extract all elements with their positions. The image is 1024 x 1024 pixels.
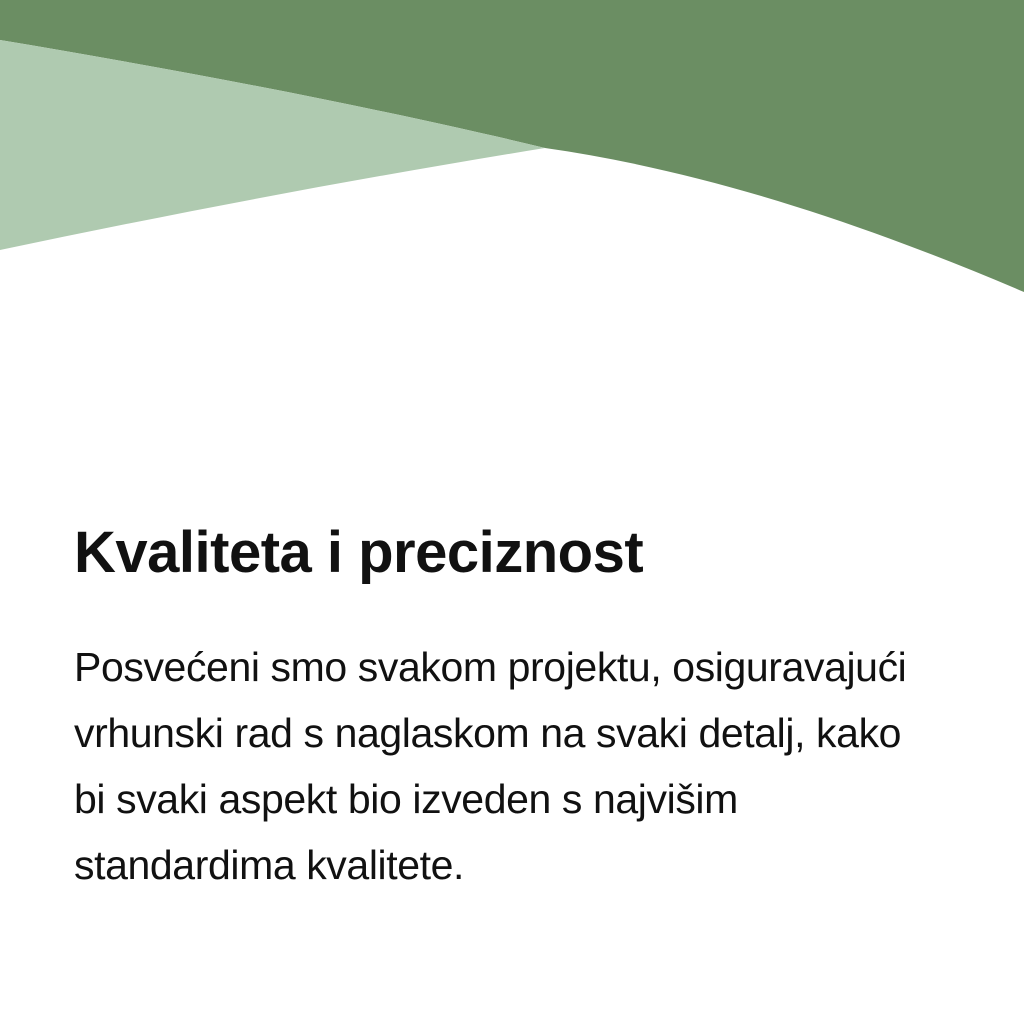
- page-title: Kvaliteta i preciznost: [74, 520, 644, 585]
- text-block: [74, 518, 954, 898]
- body-paragraph: Posvećeni smo svakom projektu, osiguravajući vrhunski rad s naglaskom na svaki detalj, kako bi svaki aspekt bio izveden s najvišim standardima kvalitete.: [74, 644, 907, 888]
